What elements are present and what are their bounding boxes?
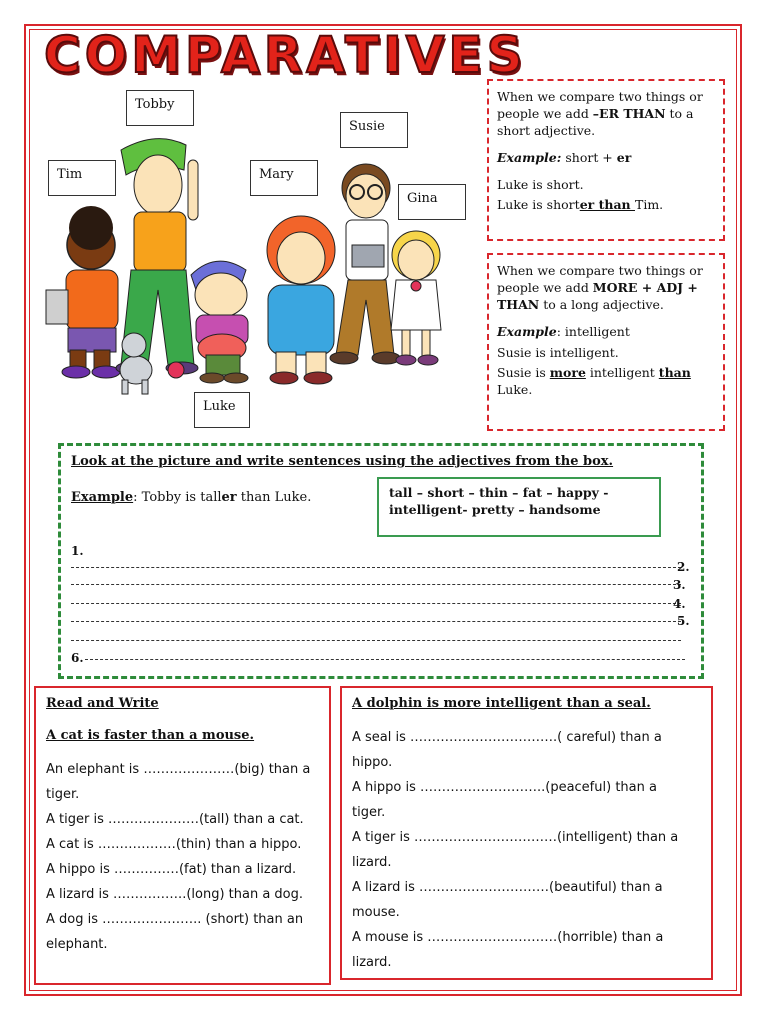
answer-line-1[interactable]	[71, 567, 681, 568]
answer-line-4[interactable]	[71, 621, 681, 622]
dolphin-line: lizard.	[352, 955, 392, 970]
line-number-6: 6.	[71, 651, 84, 665]
mary-figure	[267, 216, 335, 384]
tim-figure	[46, 206, 120, 378]
answer-line-2[interactable]	[71, 584, 681, 585]
susie-figure	[330, 164, 400, 364]
rule-more-intro: When we compare two things or people we add MORE + ADJ + THAN to a long adjective.	[497, 263, 703, 312]
answer-line-6[interactable]	[85, 659, 685, 660]
dolphin-line: A mouse is …………………………(horrible) than a	[352, 930, 664, 945]
dolphin-line: A seal is …………………………….( careful) than a	[352, 730, 662, 745]
writing-task-box	[58, 443, 704, 679]
name-tag-gina: Gina	[398, 184, 466, 220]
line-number-5: 5.	[677, 614, 690, 628]
name-tag-susie: Susie	[340, 112, 408, 148]
read-write-example: A cat is faster than a mouse.	[46, 728, 255, 743]
read-write-line: tiger.	[46, 787, 80, 802]
line-number-3: 3.	[673, 578, 686, 592]
dolphin-line: A lizard is …………………………(beautiful) than a	[352, 880, 663, 895]
read-write-box	[34, 686, 331, 985]
dolphin-line: tiger.	[352, 805, 386, 820]
task-example: Example: Tobby is taller than Luke.	[71, 490, 312, 505]
gina-figure	[391, 231, 441, 365]
task-instructions: Look at the picture and write sentences using the adjectives from the box.	[71, 454, 614, 469]
dolphin-heading: A dolphin is more intelligent than a seal.	[352, 696, 651, 711]
name-tag-luke: Luke	[194, 392, 250, 428]
name-tag-mary: Mary	[250, 160, 318, 196]
answer-line-5[interactable]	[71, 640, 681, 641]
dolphin-line: hippo.	[352, 755, 393, 770]
read-write-line: A cat is ………………(thin) than a hippo.	[46, 837, 302, 852]
page-title: COMPARATIVES	[44, 26, 527, 84]
dolphin-line: mouse.	[352, 905, 400, 920]
dolphin-line: lizard.	[352, 855, 392, 870]
dolphin-line: A hippo is ………………………..(peaceful) than a	[352, 780, 657, 795]
dolphin-line: A tiger is ……………………………(intelligent) than a	[352, 830, 679, 845]
characters-illustration	[36, 97, 476, 430]
rule-more-sentence-1: Susie is intelligent.	[497, 344, 619, 360]
line-number-4: 4.	[673, 597, 686, 611]
dolphin-box	[340, 686, 713, 980]
read-write-line: elephant.	[46, 937, 108, 952]
read-write-line: A hippo is ……………(fat) than a lizard.	[46, 862, 297, 877]
rule-box-more	[487, 253, 725, 431]
line-number-2: 2.	[677, 560, 690, 574]
line-number-1: 1.	[71, 544, 84, 558]
rule-er-sentence-2: Luke is shorter than Tim.	[497, 197, 664, 213]
read-write-heading: Read and Write	[46, 696, 159, 711]
rule-er-example: Example: short + er	[497, 149, 632, 165]
read-write-line: A lizard is ……………..(long) than a dog.	[46, 887, 304, 902]
read-write-line: An elephant is …………………(big) than a	[46, 762, 311, 777]
rule-more-sentence-2: Susie is more intelligent than Luke.	[497, 365, 691, 398]
rule-er-intro: When we compare two things or people we add –ER THAN to a short adjective.	[497, 89, 703, 138]
adjective-word-box: tall – short – thin – fat – happy - intelligent- pretty – handsome	[377, 477, 661, 537]
rule-er-sentence-1: Luke is short.	[497, 176, 584, 192]
read-write-line: A tiger is …………………(tall) than a cat.	[46, 812, 304, 827]
read-write-line: A dog is ………………….. (short) than an	[46, 912, 304, 927]
rule-box-er	[487, 79, 725, 241]
answer-line-3[interactable]	[71, 603, 681, 604]
name-tag-tim: Tim	[48, 160, 116, 196]
name-tag-tobby: Tobby	[126, 90, 194, 126]
rule-more-example: Example: intelligent	[497, 323, 630, 339]
